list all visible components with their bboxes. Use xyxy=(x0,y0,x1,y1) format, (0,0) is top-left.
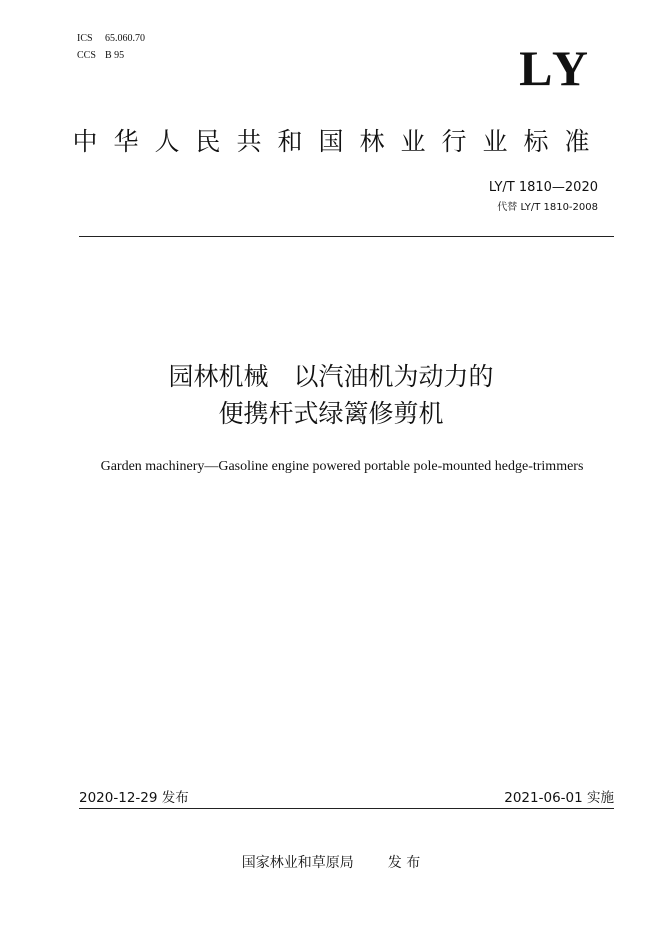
ics-label: ICS xyxy=(77,33,93,44)
ccs-label: CCS xyxy=(77,50,96,61)
publish-word: 发 布 xyxy=(387,855,421,871)
ccs-code: B 95 xyxy=(105,50,125,61)
title-chinese-line-2: 便携杆式绿篱修剪机 xyxy=(218,399,444,428)
standard-category: 中华人民共和国林业行业标准 xyxy=(72,127,606,156)
replaces-standard: 代替 LY/T 1810-2008 xyxy=(497,202,598,213)
implementation-date: 2021-06-01 实施 xyxy=(504,790,614,806)
ics-code: 65.060.70 xyxy=(105,33,145,44)
standard-mark: LY xyxy=(519,40,592,96)
standard-number: LY/T 1810—2020 xyxy=(488,180,598,195)
issue-date: 2020-12-29 发布 xyxy=(79,790,189,806)
ics-classification xyxy=(77,33,145,45)
title-english: Garden machinery—Gasoline engine powered portable pole-mounted hedge-trimmers xyxy=(100,459,584,474)
ccs-classification xyxy=(77,50,124,62)
publisher-name: 国家林业和草原局 xyxy=(241,855,354,871)
header-divider xyxy=(79,236,614,237)
title-chinese-line-1: 园林机械 以汽油机为动力的 xyxy=(168,362,494,391)
publisher-line xyxy=(0,853,662,873)
footer-divider xyxy=(79,808,614,809)
